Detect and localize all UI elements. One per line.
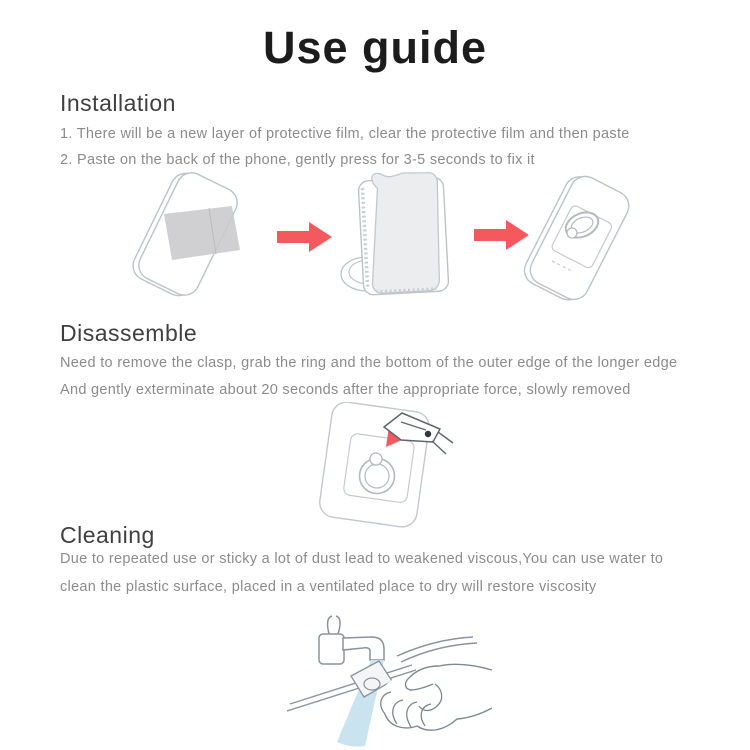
hand	[381, 664, 492, 730]
rinse-under-faucet-illustration	[287, 608, 502, 750]
arrow-shape	[277, 222, 332, 252]
installation-step-1: 1. There will be a new layer of protective film, clear the protective film and then paste	[60, 126, 630, 142]
disassemble-line-1: Need to remove the clasp, grab the ring and the bottom of the outer edge of the longer edge	[60, 355, 678, 371]
arrow-right-icon	[276, 219, 334, 255]
disassemble-line-2: And gently exterminate about 20 seconds after the appropriate force, slowly removed	[60, 382, 631, 398]
blade-stud	[425, 431, 431, 437]
faucet-handle	[328, 616, 341, 634]
cleaning-heading: Cleaning	[60, 522, 155, 548]
page-title: Use guide	[262, 22, 488, 73]
counter-edge-line	[401, 643, 477, 662]
phone-with-ring-illustration	[500, 173, 655, 305]
phone-with-film-illustration	[106, 170, 276, 302]
installation-step-2: 2. Paste on the back of the phone, gently press for 3-5 seconds to fix it	[60, 152, 535, 168]
holder-plate	[358, 171, 449, 295]
ring-knob	[567, 228, 577, 238]
faucet-spout	[343, 637, 384, 660]
cleaning-line-2: clean the plastic surface, placed in a ventilated place to dry will restore viscosity	[60, 579, 597, 595]
protective-film	[164, 206, 240, 260]
ring-knob	[370, 453, 382, 465]
installation-heading: Installation	[60, 90, 176, 116]
disassemble-heading: Disassemble	[60, 320, 198, 346]
peeling-film-sheet	[367, 171, 443, 294]
peel-film-illustration	[334, 171, 469, 303]
faucet-base	[319, 634, 344, 664]
phone-body	[519, 173, 634, 305]
pry-ring-holder-illustration	[300, 402, 460, 534]
cleaning-line-1: Due to repeated use or sticky a lot of dust lead to weakened viscous,You can use water to	[60, 551, 664, 567]
counter-edge-line	[397, 637, 473, 656]
